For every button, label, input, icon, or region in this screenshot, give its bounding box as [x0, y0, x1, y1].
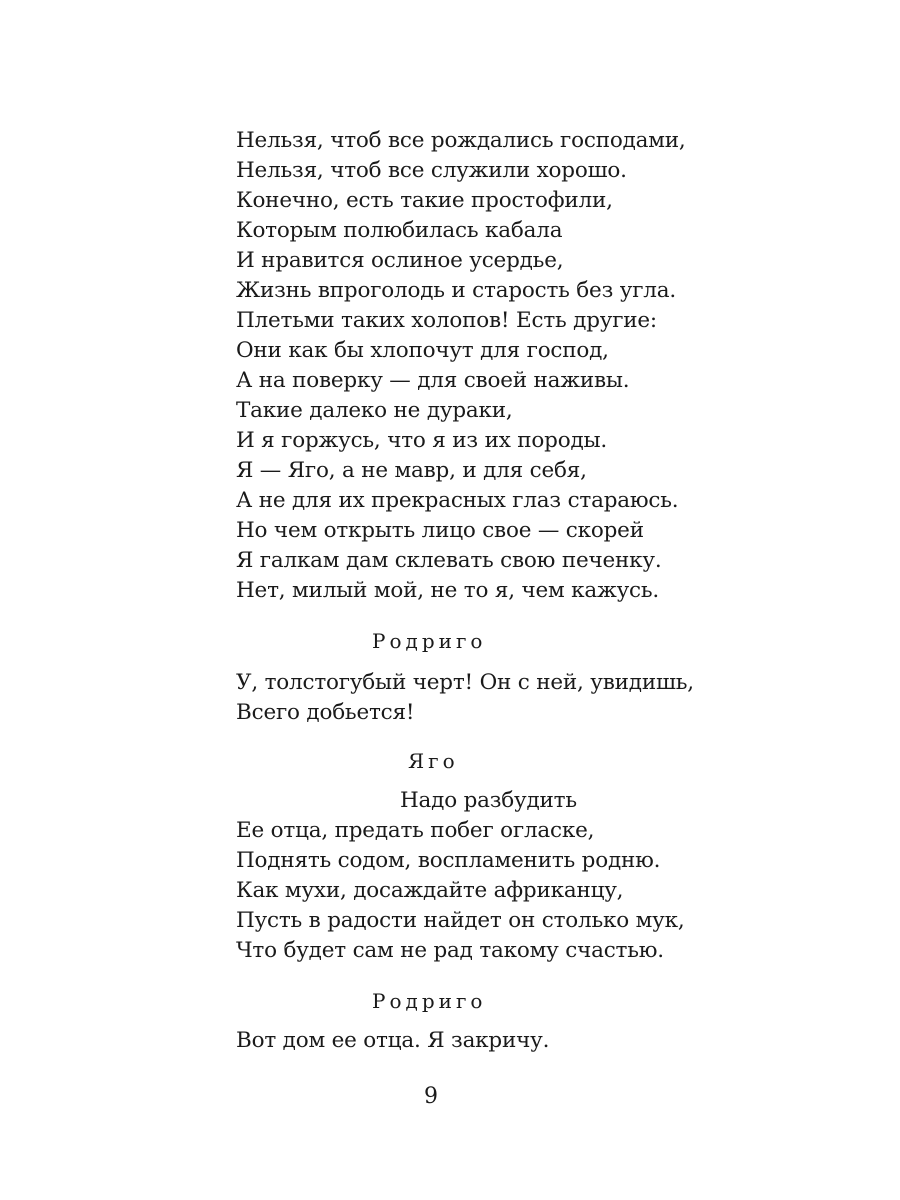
verse-line: И я горжусь, что я из их породы.	[236, 428, 608, 453]
verse-line: Надо разбудить	[400, 788, 577, 813]
verse-line: Жизнь впроголодь и старость без угла.	[236, 278, 676, 303]
verse-line: Вот дом ее отца. Я закричу.	[236, 1028, 550, 1053]
verse-line: А не для их прекрасных глаз стараюсь.	[236, 488, 679, 513]
verse-line: Нельзя, чтоб все рождались господами,	[236, 128, 686, 153]
verse-line: Поднять содом, воспламенить родню.	[236, 848, 661, 873]
verse-line: Ее отца, предать побег огласке,	[236, 818, 595, 843]
verse-line: А на поверку — для своей наживы.	[236, 368, 630, 393]
verse-line: Как мухи, досаждайте африканцу,	[236, 878, 624, 903]
verse-line: Я — Яго, а не мавр, и для себя,	[236, 458, 587, 483]
verse-line: Плетьми таких холопов! Есть другие:	[236, 308, 657, 333]
speaker-name: Родриго	[372, 629, 487, 653]
verse-line: Всего добьется!	[236, 700, 415, 725]
verse-line: Они как бы хлопочут для господ,	[236, 338, 609, 363]
verse-line: Что будет сам не рад такому счастью.	[236, 938, 664, 963]
verse-line: Нельзя, чтоб все служили хорошо.	[236, 158, 627, 183]
verse-line: Пусть в радости найдет он столько мук,	[236, 908, 685, 933]
verse-line: Нет, милый мой, не то я, чем кажусь.	[236, 578, 660, 603]
verse-line: У, толстогубый черт! Он с ней, увидишь,	[236, 670, 694, 695]
speaker-name: Яго	[408, 749, 459, 773]
verse-line: Такие далеко не дураки,	[236, 398, 513, 423]
speaker-name: Родриго	[372, 989, 487, 1013]
verse-line: Но чем открыть лицо свое — скорей	[236, 518, 644, 543]
verse-line: И нравится ослиное усердье,	[236, 248, 564, 273]
page-number: 9	[424, 1084, 438, 1109]
verse-line: Я галкам дам склевать свою печенку.	[236, 548, 662, 573]
verse-line: Конечно, есть такие простофили,	[236, 188, 613, 213]
verse-line: Которым полюбилась кабала	[236, 218, 563, 243]
